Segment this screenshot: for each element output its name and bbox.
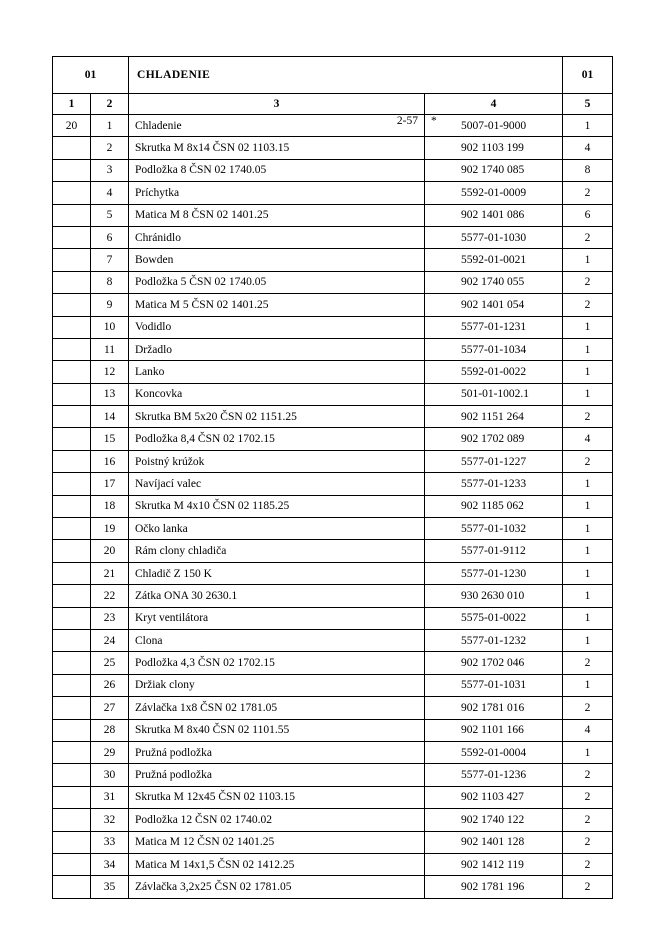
cell-group-qty: 20	[53, 115, 91, 137]
cell-quantity: 6	[563, 204, 613, 226]
cell-quantity: 1	[563, 495, 613, 517]
cell-part-name	[129, 473, 425, 495]
cell-quantity: 2	[563, 697, 613, 719]
cell-part-name	[129, 406, 425, 428]
column-header-2: 2	[91, 94, 129, 115]
cell-quantity: 1	[563, 562, 613, 584]
part-name-text: Chladič Z 150 K	[135, 567, 212, 580]
cell-position: 35	[91, 876, 129, 898]
part-name-text: Podložka 4,3 ČSN 02 1702.15	[135, 657, 275, 670]
cell-part-number	[425, 809, 563, 831]
part-name-text: Poistný krúžok	[135, 455, 205, 468]
cell-part-name	[129, 876, 425, 898]
cell-group-qty	[53, 428, 91, 450]
table-row	[53, 406, 613, 428]
cell-part-name	[129, 361, 425, 383]
cell-part-number	[425, 137, 563, 159]
cell-group-qty	[53, 338, 91, 360]
cell-part-number	[425, 226, 563, 248]
part-name-text: Skrutka M 4x10 ČSN 02 1185.25	[135, 500, 290, 513]
cell-part-name	[129, 518, 425, 540]
table-row	[53, 652, 613, 674]
part-number-text: 5577-01-1032	[461, 522, 527, 535]
cell-group-qty	[53, 652, 91, 674]
cell-quantity: 4	[563, 428, 613, 450]
part-name-text: Bowden	[135, 254, 174, 267]
cell-part-name	[129, 316, 425, 338]
cell-part-number	[425, 249, 563, 271]
cell-part-number	[425, 428, 563, 450]
cell-quantity: 1	[563, 249, 613, 271]
cell-position: 1	[91, 115, 129, 137]
cell-part-name	[129, 137, 425, 159]
part-number-text: 5577-01-1236	[461, 769, 527, 782]
cell-part-number	[425, 115, 563, 137]
cell-part-name	[129, 204, 425, 226]
cell-position: 13	[91, 383, 129, 405]
part-name-text: Rám clony chladiča	[135, 545, 227, 558]
cell-quantity: 2	[563, 271, 613, 293]
part-number-text: 902 1781 196	[461, 880, 525, 893]
part-name-text: Podložka 8,4 ČSN 02 1702.15	[135, 433, 275, 446]
table-row	[53, 831, 613, 853]
part-name-text: Lanko	[135, 365, 165, 378]
table-row	[53, 428, 613, 450]
cell-part-number	[425, 450, 563, 472]
cell-group-qty	[53, 674, 91, 696]
cell-group-qty	[53, 629, 91, 651]
cell-group-qty	[53, 786, 91, 808]
cell-part-name	[129, 271, 425, 293]
part-number-text: 902 1185 062	[461, 500, 524, 513]
cell-group-qty	[53, 741, 91, 763]
part-name-text: Podložka 5 ČSN 02 1740.05	[135, 276, 267, 289]
cell-position: 8	[91, 271, 129, 293]
part-number-text: 5592-01-0004	[461, 746, 527, 759]
cell-position: 25	[91, 652, 129, 674]
cell-group-qty	[53, 361, 91, 383]
asterisk-marker: *	[431, 115, 437, 127]
part-number-text: 902 1412 119	[461, 858, 524, 871]
part-name-text: Chladenie	[135, 119, 182, 132]
table-row	[53, 853, 613, 875]
cell-group-qty	[53, 450, 91, 472]
cell-position: 33	[91, 831, 129, 853]
part-name-text: Chránidlo	[135, 231, 181, 244]
table-row	[53, 115, 613, 137]
cell-part-number	[425, 697, 563, 719]
cell-part-name	[129, 607, 425, 629]
cell-position: 18	[91, 495, 129, 517]
cell-part-number	[425, 831, 563, 853]
part-number-text: 5577-01-1030	[461, 231, 527, 244]
cell-position: 11	[91, 338, 129, 360]
cell-part-name	[129, 249, 425, 271]
cell-position: 29	[91, 741, 129, 763]
cell-group-qty	[53, 226, 91, 248]
cell-position: 3	[91, 159, 129, 181]
part-number-text: 902 1151 264	[461, 410, 524, 423]
part-name-text: Držadlo	[135, 343, 173, 356]
cell-part-name	[129, 786, 425, 808]
cell-part-number	[425, 159, 563, 181]
table-row	[53, 786, 613, 808]
cell-group-qty	[53, 204, 91, 226]
cell-group-qty	[53, 764, 91, 786]
part-number-text: 902 1740 085	[461, 164, 525, 177]
table-row	[53, 361, 613, 383]
part-number-text: 5592-01-0009	[461, 186, 527, 199]
cell-group-qty	[53, 137, 91, 159]
cell-quantity: 1	[563, 585, 613, 607]
table-row	[53, 562, 613, 584]
cell-quantity: 1	[563, 629, 613, 651]
cell-position: 16	[91, 450, 129, 472]
cell-quantity: 1	[563, 383, 613, 405]
part-name-text: Matica M 8 ČSN 02 1401.25	[135, 209, 269, 222]
cell-part-name	[129, 809, 425, 831]
cell-part-number	[425, 562, 563, 584]
cell-quantity: 1	[563, 361, 613, 383]
cell-part-number	[425, 361, 563, 383]
part-number-text: 5592-01-0021	[461, 254, 527, 267]
cell-part-number	[425, 473, 563, 495]
table-row	[53, 876, 613, 898]
part-name-text: Skrutka M 8x40 ČSN 02 1101.55	[135, 724, 290, 737]
cell-position: 9	[91, 294, 129, 316]
part-number-text: 902 1740 055	[461, 276, 525, 289]
part-name-text: Závlačka 3,2x25 ČSN 02 1781.05	[135, 880, 292, 893]
part-number-text: 5577-01-1031	[461, 679, 527, 692]
part-number-text: 902 1401 086	[461, 209, 525, 222]
part-name-text: Pružná podložka	[135, 769, 212, 782]
cell-quantity: 1	[563, 115, 613, 137]
cell-group-qty	[53, 495, 91, 517]
cell-position: 28	[91, 719, 129, 741]
cell-position: 12	[91, 361, 129, 383]
cell-quantity: 2	[563, 809, 613, 831]
cell-position: 34	[91, 853, 129, 875]
part-name-text: Matica M 5 ČSN 02 1401.25	[135, 298, 269, 311]
part-name-text: Koncovka	[135, 388, 183, 401]
cell-position: 10	[91, 316, 129, 338]
cell-position: 5	[91, 204, 129, 226]
cell-quantity: 1	[563, 316, 613, 338]
cell-part-number	[425, 652, 563, 674]
part-name-text: Clona	[135, 634, 163, 647]
cell-part-number	[425, 271, 563, 293]
cell-quantity: 2	[563, 406, 613, 428]
part-number-text: 902 1702 046	[461, 657, 525, 670]
cell-group-qty	[53, 316, 91, 338]
cell-quantity: 1	[563, 473, 613, 495]
column-header-4: 4	[425, 94, 563, 115]
parts-table-body	[53, 57, 613, 899]
cell-quantity: 2	[563, 764, 613, 786]
group-title-row	[53, 57, 613, 94]
cell-group-qty	[53, 607, 91, 629]
cell-part-number	[425, 585, 563, 607]
part-name-text: Očko lanka	[135, 522, 188, 535]
cell-group-qty	[53, 853, 91, 875]
part-name-text: Príchytka	[135, 186, 180, 199]
table-row	[53, 450, 613, 472]
cell-position: 17	[91, 473, 129, 495]
cell-part-number	[425, 182, 563, 204]
cell-part-number	[425, 204, 563, 226]
cell-part-number	[425, 495, 563, 517]
table-row	[53, 495, 613, 517]
cell-position: 24	[91, 629, 129, 651]
part-number-text: 5577-01-9112	[461, 545, 526, 558]
cell-group-qty	[53, 294, 91, 316]
cell-position: 23	[91, 607, 129, 629]
cell-part-number	[425, 876, 563, 898]
cell-part-name	[129, 294, 425, 316]
table-row	[53, 294, 613, 316]
cell-position: 32	[91, 809, 129, 831]
parts-table	[52, 56, 613, 899]
table-row	[53, 137, 613, 159]
cell-part-name	[129, 831, 425, 853]
cell-group-qty	[53, 809, 91, 831]
part-number-text: 5577-01-1231	[461, 321, 527, 334]
group-code-left: 01	[53, 57, 129, 94]
cell-position: 15	[91, 428, 129, 450]
part-number-text: 5577-01-1034	[461, 343, 527, 356]
group-title: CHLADENIE	[129, 57, 563, 94]
cell-part-name	[129, 159, 425, 181]
cell-group-qty	[53, 876, 91, 898]
cell-position: 6	[91, 226, 129, 248]
cell-quantity: 1	[563, 674, 613, 696]
cell-part-number	[425, 540, 563, 562]
cell-quantity: 2	[563, 786, 613, 808]
table-row	[53, 338, 613, 360]
part-number-text: 5592-01-0022	[461, 365, 527, 378]
part-name-text: Vodidlo	[135, 321, 172, 334]
part-number-text: 5577-01-1232	[461, 634, 527, 647]
part-number-text: 501-01-1002.1	[461, 388, 530, 401]
cell-part-name	[129, 697, 425, 719]
part-number-text: 902 1401 054	[461, 298, 525, 311]
cell-part-number	[425, 383, 563, 405]
cell-position: 20	[91, 540, 129, 562]
cell-part-number	[425, 741, 563, 763]
cell-quantity: 2	[563, 226, 613, 248]
cell-quantity: 1	[563, 338, 613, 360]
column-header-row	[53, 94, 613, 115]
cell-position: 14	[91, 406, 129, 428]
part-name-text: Navíjací valec	[135, 477, 202, 490]
cell-part-name	[129, 585, 425, 607]
cell-group-qty	[53, 473, 91, 495]
cell-part-number	[425, 674, 563, 696]
table-row	[53, 383, 613, 405]
part-name-text: Pružná podložka	[135, 746, 212, 759]
cell-part-number	[425, 316, 563, 338]
part-name-text: Skrutka M 12x45 ČSN 02 1103.15	[135, 791, 295, 804]
table-row	[53, 697, 613, 719]
cell-part-name	[129, 226, 425, 248]
cell-part-number	[425, 853, 563, 875]
cell-position: 27	[91, 697, 129, 719]
cell-part-number	[425, 629, 563, 651]
cell-group-qty	[53, 719, 91, 741]
cell-group-qty	[53, 182, 91, 204]
cell-part-name	[129, 719, 425, 741]
cell-part-name	[129, 764, 425, 786]
cell-group-qty	[53, 562, 91, 584]
table-row	[53, 741, 613, 763]
column-header-3: 3	[129, 94, 425, 115]
cell-quantity: 2	[563, 831, 613, 853]
cell-quantity: 1	[563, 540, 613, 562]
cell-group-qty	[53, 159, 91, 181]
cell-part-name	[129, 115, 425, 137]
table-row	[53, 764, 613, 786]
part-number-text: 930 2630 010	[461, 589, 525, 602]
cell-quantity: 1	[563, 518, 613, 540]
part-name-text: Skrutka M 8x14 ČSN 02 1103.15	[135, 142, 290, 155]
part-name-text: Držiak clony	[135, 679, 195, 692]
cell-position: 31	[91, 786, 129, 808]
part-name-text: Skrutka BM 5x20 ČSN 02 1151.25	[135, 410, 297, 423]
cell-part-number	[425, 294, 563, 316]
cell-group-qty	[53, 831, 91, 853]
cell-quantity: 2	[563, 652, 613, 674]
table-row	[53, 585, 613, 607]
cell-group-qty	[53, 518, 91, 540]
part-number-text: 902 1103 427	[461, 791, 524, 804]
cell-part-name	[129, 182, 425, 204]
part-number-text: 5007-01-9000	[461, 119, 527, 132]
cell-group-qty	[53, 697, 91, 719]
cell-quantity: 4	[563, 137, 613, 159]
cell-part-name	[129, 540, 425, 562]
part-number-text: 5577-01-1227	[461, 455, 527, 468]
part-number-text: 5577-01-1230	[461, 567, 527, 580]
cell-quantity: 2	[563, 294, 613, 316]
table-row	[53, 809, 613, 831]
cell-part-number	[425, 338, 563, 360]
cell-group-qty	[53, 249, 91, 271]
table-row	[53, 607, 613, 629]
cell-part-number	[425, 786, 563, 808]
cell-part-number	[425, 719, 563, 741]
part-number-text: 902 1103 199	[461, 142, 524, 155]
table-row	[53, 518, 613, 540]
table-row	[53, 540, 613, 562]
cell-part-name	[129, 338, 425, 360]
part-number-text: 5577-01-1233	[461, 477, 527, 490]
cell-part-name	[129, 674, 425, 696]
part-number-text: 5575-01-0022	[461, 612, 527, 625]
cell-quantity: 8	[563, 159, 613, 181]
cell-position: 30	[91, 764, 129, 786]
part-name-text: Závlačka 1x8 ČSN 02 1781.05	[135, 701, 278, 714]
table-row	[53, 473, 613, 495]
part-number-text: 902 1781 016	[461, 701, 525, 714]
cell-part-name	[129, 853, 425, 875]
cell-position: 19	[91, 518, 129, 540]
table-row	[53, 271, 613, 293]
table-row	[53, 204, 613, 226]
cell-position: 4	[91, 182, 129, 204]
part-name-text: Podložka 12 ČSN 02 1740.02	[135, 813, 273, 826]
cell-quantity: 2	[563, 876, 613, 898]
cell-quantity: 2	[563, 853, 613, 875]
cell-position: 22	[91, 585, 129, 607]
cell-part-name	[129, 629, 425, 651]
part-number-text: 902 1702 089	[461, 433, 525, 446]
column-header-5: 5	[563, 94, 613, 115]
cell-quantity: 1	[563, 607, 613, 629]
cell-quantity: 1	[563, 741, 613, 763]
cell-part-name	[129, 562, 425, 584]
part-name-reference: 2-57	[396, 115, 418, 127]
cell-part-name	[129, 741, 425, 763]
group-code-right: 01	[563, 57, 613, 94]
part-number-text: 902 1401 128	[461, 836, 525, 849]
parts-list-page	[52, 56, 612, 899]
part-name-text: Podložka 8 ČSN 02 1740.05	[135, 164, 267, 177]
cell-quantity: 2	[563, 450, 613, 472]
table-row	[53, 249, 613, 271]
cell-part-number	[425, 406, 563, 428]
cell-part-name	[129, 495, 425, 517]
table-row	[53, 316, 613, 338]
cell-part-name	[129, 450, 425, 472]
part-number-text: 902 1101 166	[461, 724, 524, 737]
cell-position: 26	[91, 674, 129, 696]
cell-part-number	[425, 764, 563, 786]
cell-part-name	[129, 652, 425, 674]
cell-group-qty	[53, 585, 91, 607]
cell-group-qty	[53, 540, 91, 562]
cell-part-name	[129, 383, 425, 405]
cell-position: 7	[91, 249, 129, 271]
cell-group-qty	[53, 383, 91, 405]
table-row	[53, 182, 613, 204]
table-row	[53, 629, 613, 651]
table-row	[53, 674, 613, 696]
cell-quantity: 2	[563, 182, 613, 204]
cell-part-number	[425, 518, 563, 540]
table-row	[53, 226, 613, 248]
cell-part-number	[425, 607, 563, 629]
part-name-text: Matica M 14x1,5 ČSN 02 1412.25	[135, 858, 295, 871]
part-name-text: Zátka ONA 30 2630.1	[135, 589, 238, 602]
table-row	[53, 159, 613, 181]
cell-position: 21	[91, 562, 129, 584]
part-name-text: Matica M 12 ČSN 02 1401.25	[135, 836, 275, 849]
cell-quantity: 4	[563, 719, 613, 741]
cell-part-name	[129, 428, 425, 450]
part-name-text: Kryt ventilátora	[135, 612, 209, 625]
cell-group-qty	[53, 406, 91, 428]
cell-group-qty	[53, 271, 91, 293]
cell-position: 2	[91, 137, 129, 159]
part-number-text: 902 1740 122	[461, 813, 525, 826]
column-header-1: 1	[53, 94, 91, 115]
table-row	[53, 719, 613, 741]
